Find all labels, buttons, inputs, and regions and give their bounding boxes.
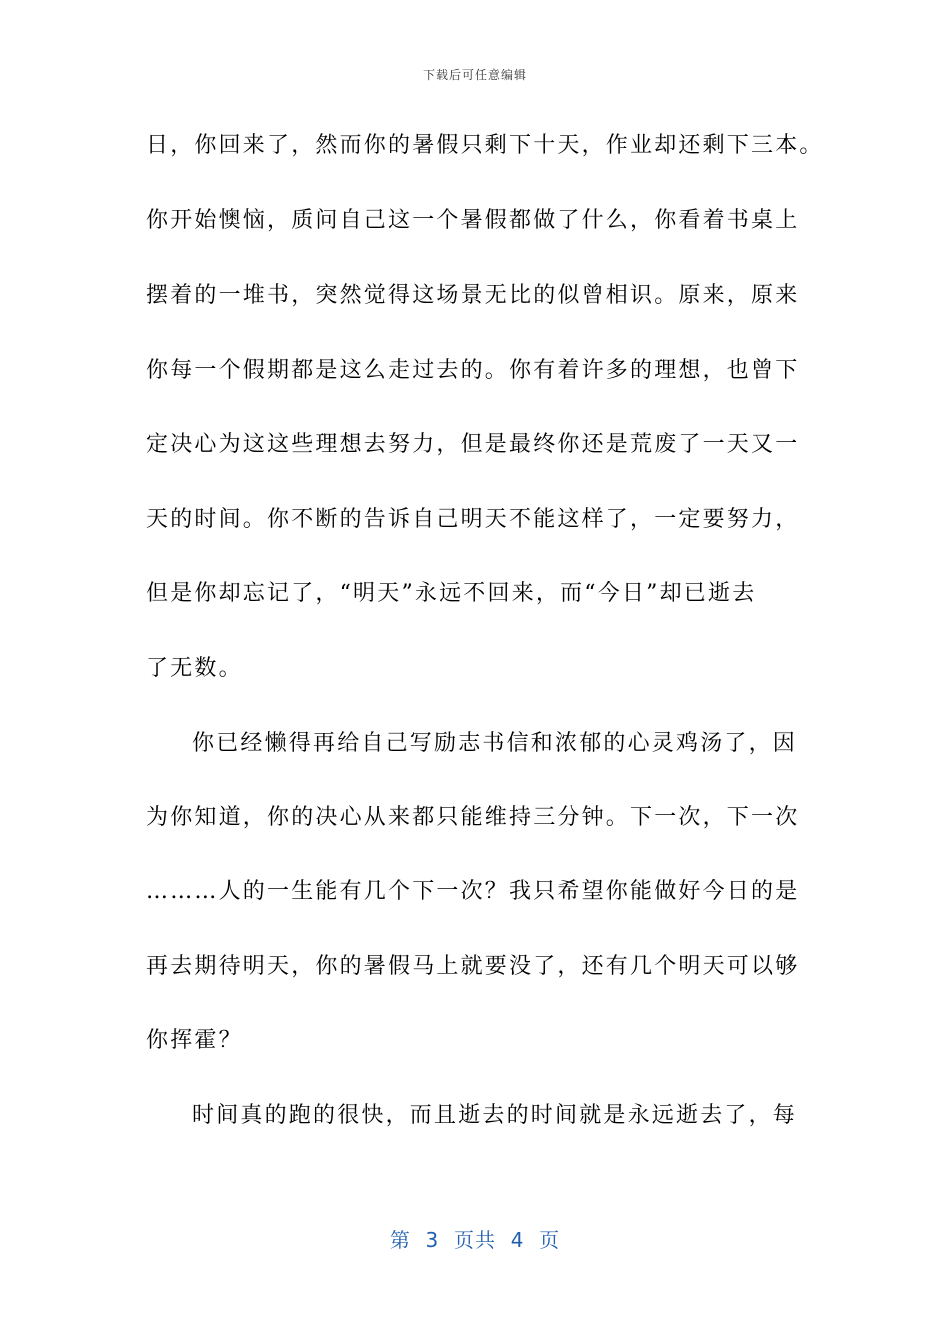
page-number-footer: 第 3 页共 4 页 xyxy=(389,1228,561,1252)
body-line-13: 你挥霍？ xyxy=(146,1028,243,1053)
body-line-9: 你已经懒得再给自己写励志书信和浓郁的心灵鸡汤了，因 xyxy=(192,731,798,756)
page-header-note: 下载后可任意编辑 xyxy=(422,68,527,82)
body-line-14: 时间真的跑的很快，而且逝去的时间就是永远逝去了，每 xyxy=(192,1103,798,1128)
body-line-10: 为你知道，你的决心从来都只能维持三分钟。下一次，下一次 xyxy=(146,805,800,830)
body-line-11: ………人的一生能有几个下一次？我只希望你能做好今日的是 xyxy=(146,879,800,904)
body-line-12: 再去期待明天，你的暑假马上就要没了，还有几个明天可以够 xyxy=(146,954,800,979)
body-line-3: 摆着的一堆书，突然觉得这场景无比的似曾相识。原来，原来 xyxy=(146,283,800,308)
body-line-1: 日，你回来了，然而你的暑假只剩下十天，作业却还剩下三本。 xyxy=(146,133,824,158)
body-line-8: 了无数。 xyxy=(146,656,243,681)
body-line-4: 你每一个假期都是这么走过去的。你有着许多的理想，也曾下 xyxy=(146,358,800,383)
body-line-5: 定决心为这这些理想去努力，但是最终你还是荒废了一天又一 xyxy=(146,432,800,457)
body-line-6: 天的时间。你不断的告诉自己明天不能这样了，一定要努力， xyxy=(146,507,800,532)
body-line-2: 你开始懊恼，质问自己这一个暑假都做了什么，你看着书桌上 xyxy=(146,208,800,233)
body-line-7: 但是你却忘记了，“明天”永远不回来，而“今日”却已逝去 xyxy=(146,581,757,606)
